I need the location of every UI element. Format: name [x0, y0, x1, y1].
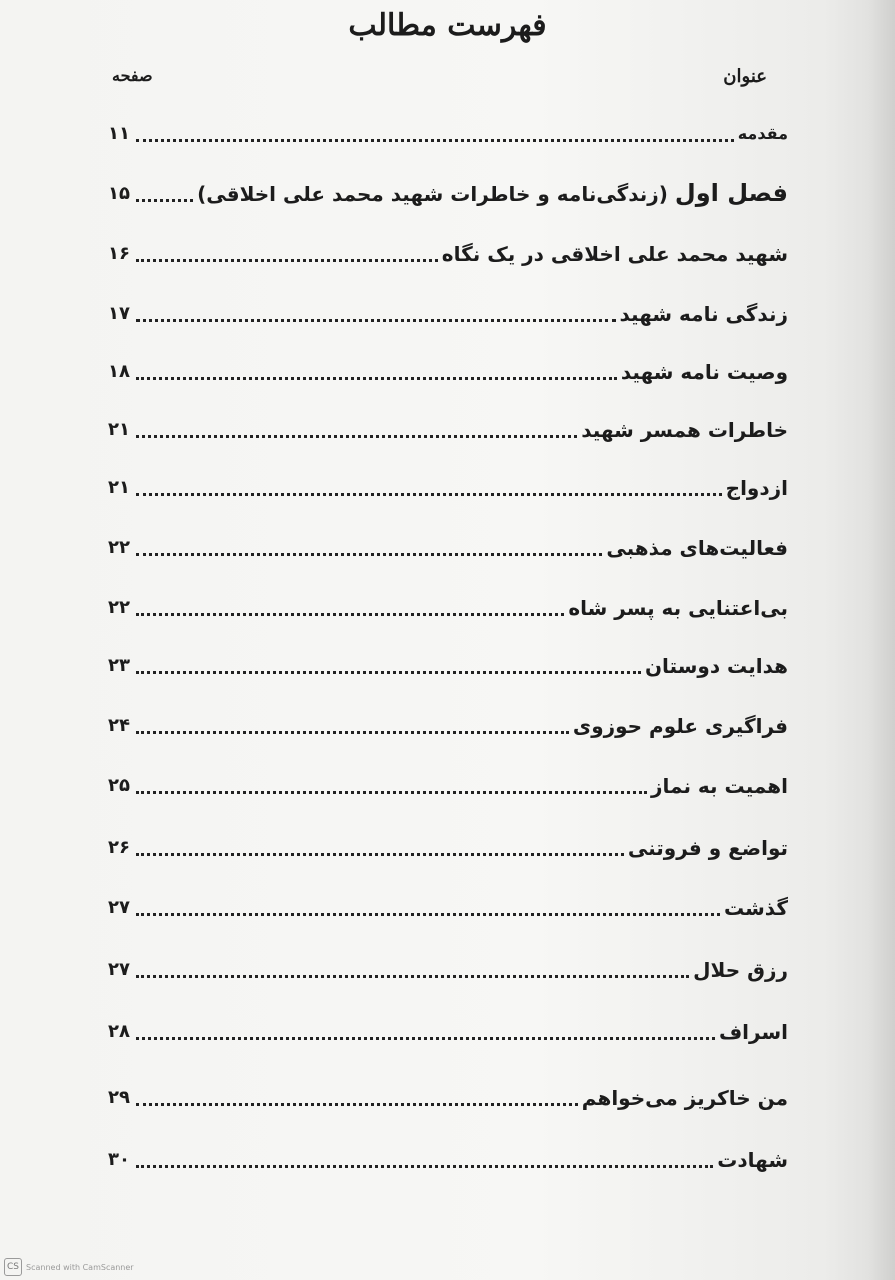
toc-entry: [108, 462, 788, 502]
dot-leader: [136, 975, 689, 978]
toc-entry-title: اهمیت به نماز: [651, 774, 788, 798]
toc-entry-title: تواضع و فروتنی: [627, 836, 788, 860]
toc-entry-title: شهادت: [717, 1148, 788, 1172]
toc-entry: [108, 346, 788, 386]
toc-entry: [108, 640, 788, 680]
toc-entry: [108, 108, 788, 148]
chapter-heading: فصل اول: [674, 179, 788, 207]
page-title: فهرست مطالب: [348, 8, 547, 43]
toc-entry-title: گذشت: [723, 896, 788, 920]
toc-entry: [108, 944, 788, 984]
toc-entry-title: خاطرات همسر شهید: [581, 418, 788, 442]
toc-entry-page: ۲۱: [108, 477, 130, 498]
toc-entry-page: ۲۹: [108, 1087, 130, 1108]
dot-leader: [136, 1165, 713, 1168]
dot-leader: [136, 613, 564, 616]
scanner-badge-icon: CS: [4, 1258, 22, 1276]
dot-leader: [136, 1103, 578, 1106]
title-column-header: عنوان: [723, 66, 767, 87]
toc-entry: [108, 1006, 788, 1046]
scanner-watermark-text: Scanned with CamScanner: [26, 1262, 134, 1272]
toc-entry-title: رزق حلال: [693, 958, 788, 982]
toc-entry-page: ۱۵: [108, 183, 130, 204]
toc-entry-title: [193, 179, 788, 208]
toc-entry-page: ۲۵: [108, 775, 130, 796]
page-column-header: صفحه: [112, 66, 153, 85]
scanner-watermark: [4, 1258, 134, 1276]
toc-entry: [108, 822, 788, 862]
toc-entry-title: وصیت نامه شهید: [620, 360, 788, 384]
dot-leader: [136, 913, 720, 916]
toc-entry-chapter: [108, 168, 788, 208]
toc-entry-page: ۱۷: [108, 303, 130, 324]
toc-entry: [108, 1134, 788, 1174]
dot-leader: [136, 731, 569, 734]
toc-entry-title: اسراف: [718, 1020, 788, 1044]
toc-entry-title: مقدمه: [737, 124, 788, 143]
dot-leader: [136, 199, 193, 202]
chapter-subtitle: (زندگی‌نامه و خاطرات شهید محمد علی اخلاقی): [197, 182, 668, 206]
toc-entry-page: ۲۷: [108, 897, 130, 918]
dot-leader: [136, 319, 616, 322]
dot-leader: [136, 791, 647, 794]
dot-leader: [136, 671, 641, 674]
toc-entry-title: هدایت دوستان: [644, 654, 788, 678]
dot-leader: [136, 1037, 715, 1040]
dot-leader: [136, 553, 602, 556]
toc-entry-page: ۲۲: [108, 537, 130, 558]
toc-entry-title: ازدواج: [725, 476, 788, 500]
toc-entry-page: ۲۸: [108, 1021, 130, 1042]
toc-entry: [108, 522, 788, 562]
toc-entry-page: ۱۱: [108, 123, 130, 144]
toc-entry-page: ۲۲: [108, 597, 130, 618]
toc-entry: [108, 882, 788, 922]
toc-entry: [108, 760, 788, 800]
toc-entry: [108, 404, 788, 444]
dot-leader: [136, 853, 624, 856]
toc-entry: [108, 700, 788, 740]
toc-entry: [108, 582, 788, 622]
toc-entry-title: فعالیت‌های مذهبی: [606, 536, 788, 560]
toc-entry-page: ۲۶: [108, 837, 130, 858]
toc-entry-page: ۱۸: [108, 361, 130, 382]
toc-entry: [108, 1072, 788, 1112]
toc-entry-page: ۲۷: [108, 959, 130, 980]
toc-entry-title: شهید محمد علی اخلاقی در یک نگاه: [441, 242, 788, 266]
toc-entry-page: ۱۶: [108, 243, 130, 264]
toc-entry-title: فراگیری علوم حوزوی: [572, 714, 788, 738]
toc-entry: [108, 288, 788, 328]
toc-entry-page: ۲۱: [108, 419, 130, 440]
toc-entry-title: زندگی نامه شهید: [619, 302, 788, 326]
toc-entry-title: من خاکریز می‌خواهم: [581, 1086, 788, 1110]
toc-entry: [108, 228, 788, 268]
dot-leader: [136, 377, 617, 380]
dot-leader: [136, 259, 438, 262]
toc-entry-title: بی‌اعتنایی به پسر شاه: [568, 596, 788, 620]
page-edge-shadow: [867, 0, 895, 1280]
dot-leader: [136, 493, 722, 496]
dot-leader: [136, 435, 577, 438]
toc-entry-page: ۳۰: [108, 1149, 130, 1170]
dot-leader: [136, 139, 734, 142]
toc-entry-page: ۲۴: [108, 715, 130, 736]
toc-entry-page: ۲۳: [108, 655, 130, 676]
